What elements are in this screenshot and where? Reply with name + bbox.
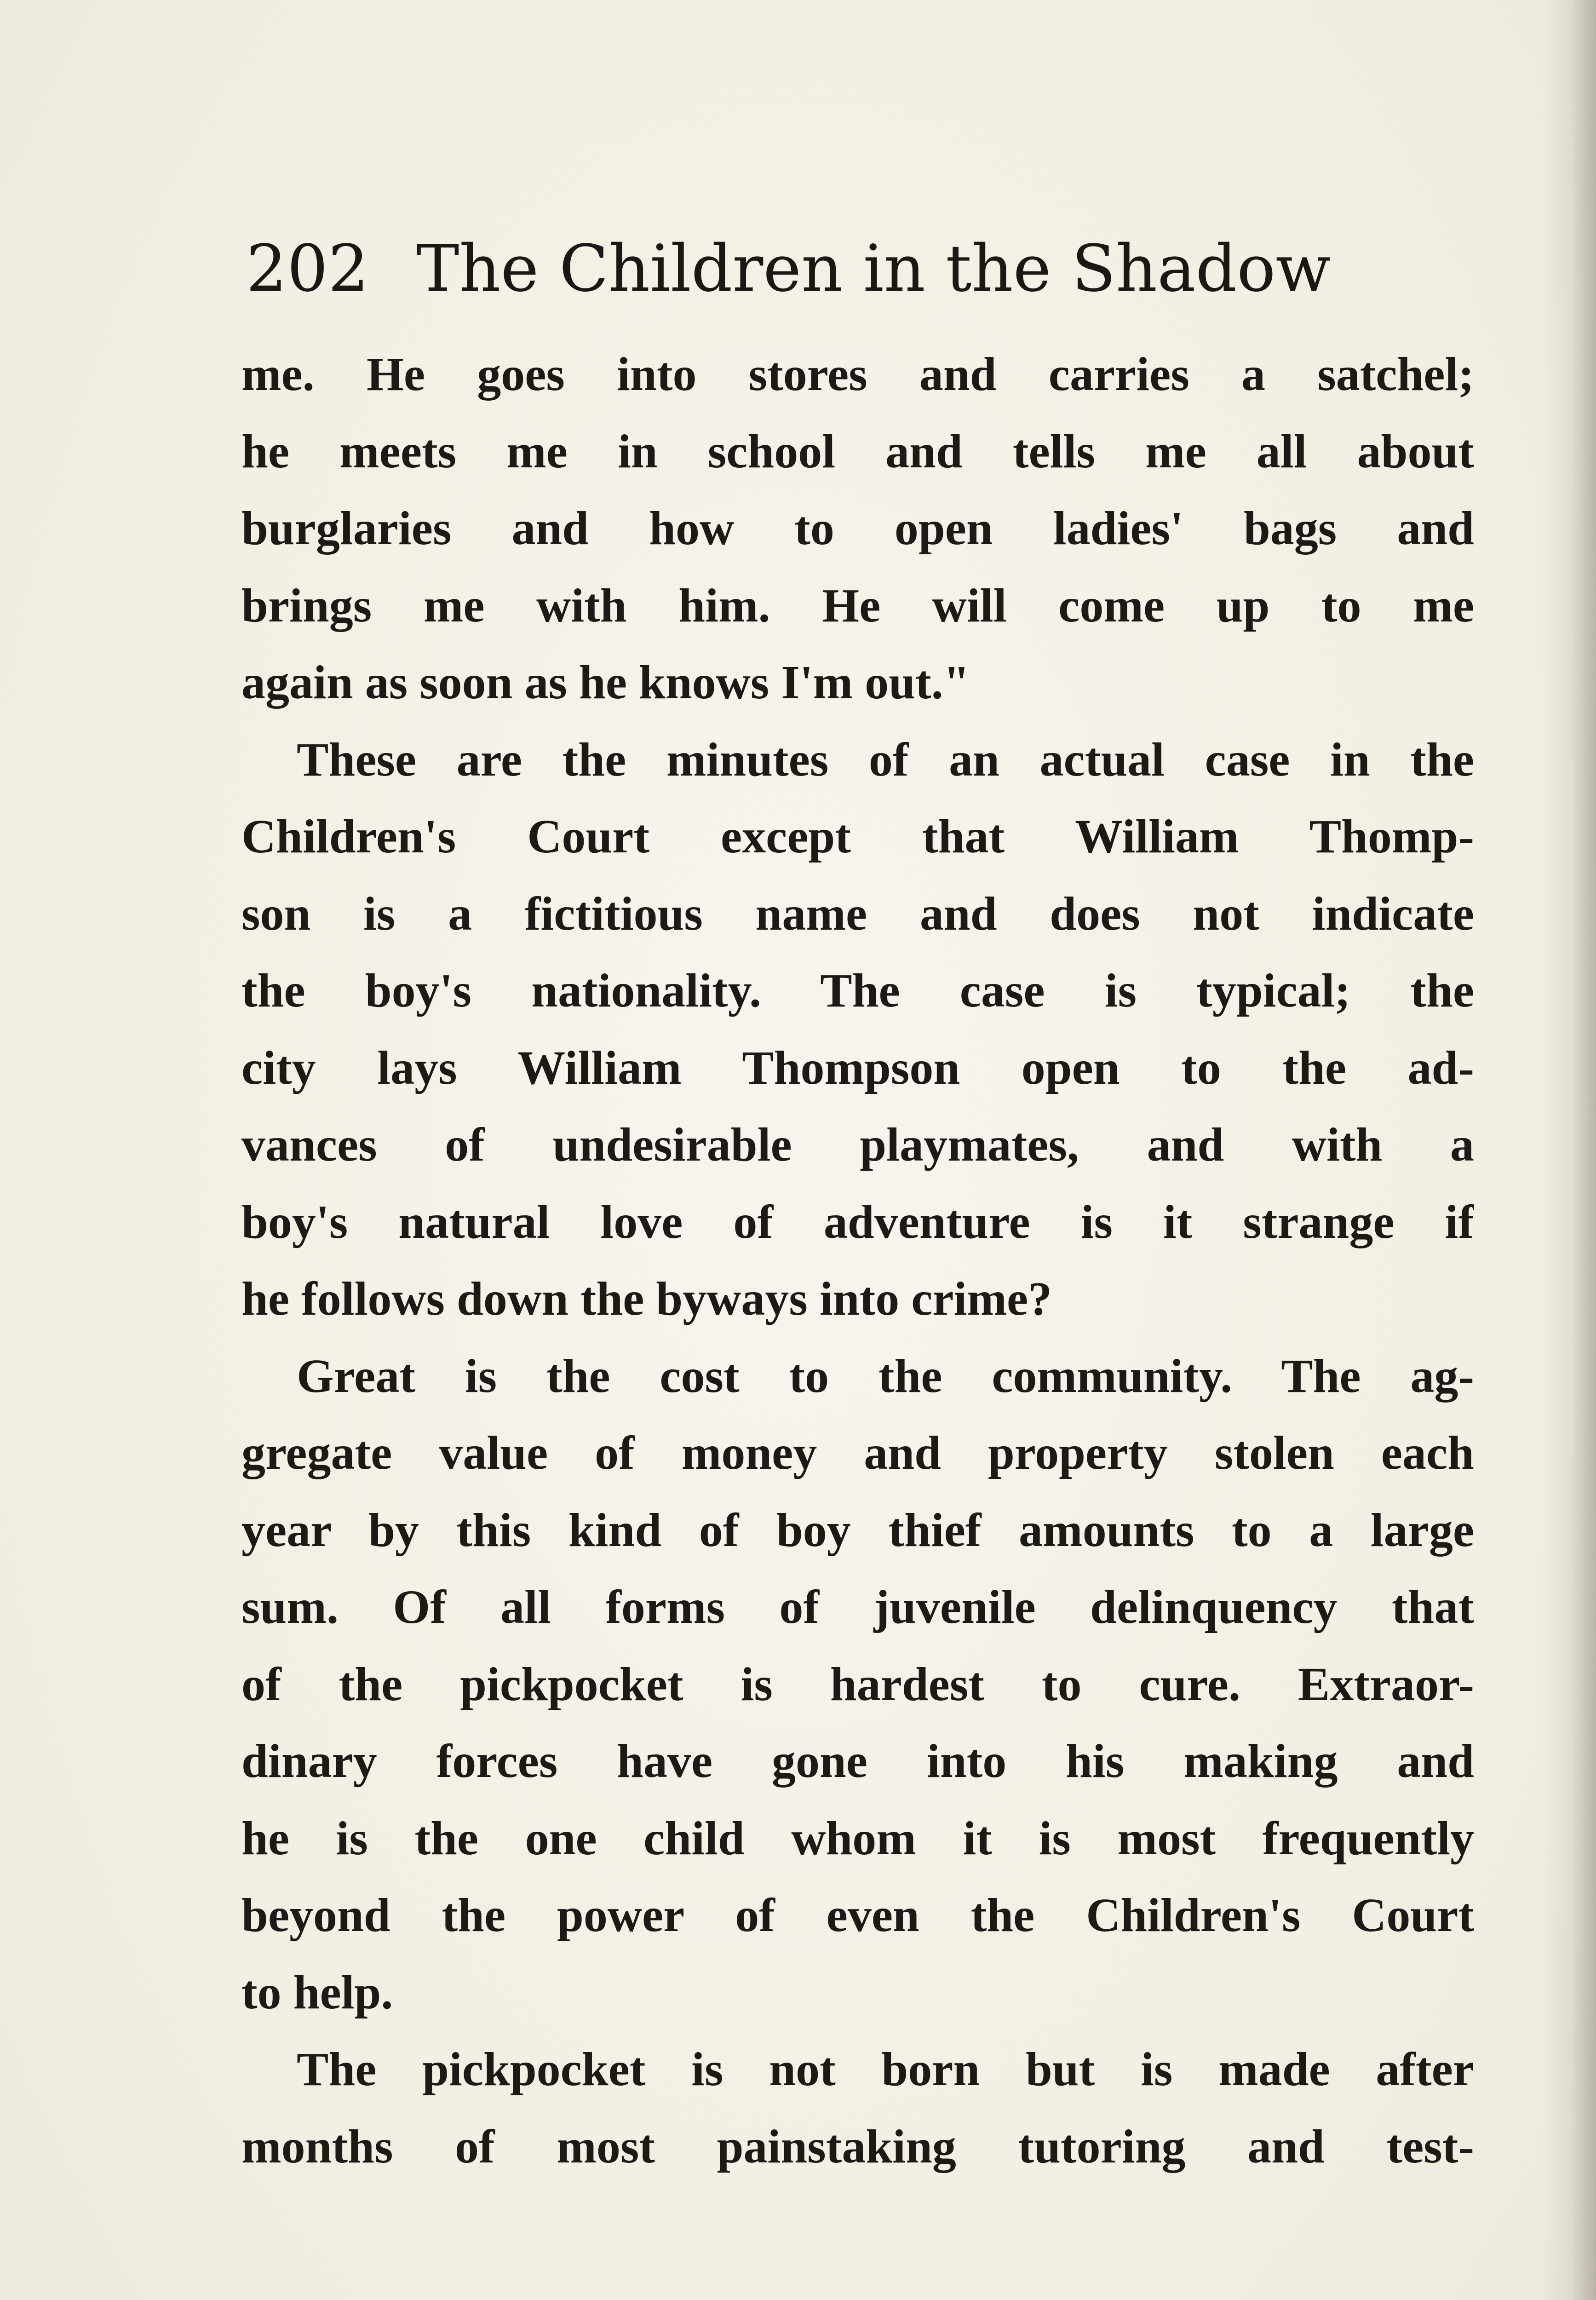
text-line: boy's natural love of adventure is it strange if [241,1195,1474,1248]
text-line: son is a fictitious name and does not indicate [241,887,1474,940]
paragraph [241,336,1474,721]
text-line: he follows down the byways into crime? [241,1272,1052,1325]
text-line: year by this kind of boy thief amounts to a large [241,1503,1474,1557]
text-line: he meets me in school and tells me all about [241,425,1474,478]
running-title: The Children in the Shadow [416,231,1331,306]
page-number: 202 [246,231,369,306]
text-line: beyond the power of even the Children's Court [241,1889,1474,1942]
text-line: the boy's nationality. The case is typical; the [241,964,1474,1017]
body-text [241,336,1474,2185]
text-line: gregate value of money and property stolen each [241,1426,1474,1479]
text-line: brings me with him. He will come up to me [241,579,1474,632]
text-line: burglaries and how to open ladies' bags and [241,502,1474,555]
text-line: These are the minutes of an actual case in the [297,733,1474,786]
text-line: he is the one child whom it is most frequently [241,1811,1474,1865]
text-line: me. He goes into stores and carries a satchel; [241,348,1474,401]
text-line: sum. Of all forms of juvenile delinquency that [241,1581,1474,1633]
text-line: city lays William Thompson open to the ad- [241,1041,1474,1094]
text-line: Great is the cost to the community. The ag- [297,1349,1474,1403]
text-line: to help. [241,1966,393,2019]
text-line: Children's Court except that William Thomp- [241,810,1474,863]
text-line: vances of undesirable playmates, and with a [241,1118,1474,1171]
text-line: months of most painstaking tutoring and test- [241,2120,1474,2173]
gutter-shadow [1541,0,1596,2300]
text-line: The pickpocket is not born but is made after [297,2043,1474,2096]
paragraph [241,1338,1474,2031]
text-line: again as soon as he knows I'm out." [241,656,970,709]
text-line: dinary forces have gone into his making and [241,1735,1474,1788]
paragraph [241,721,1474,1338]
paragraph [241,2031,1474,2185]
text-line: of the pickpocket is hardest to cure. Extraor- [241,1657,1474,1711]
running-head [246,225,1341,313]
